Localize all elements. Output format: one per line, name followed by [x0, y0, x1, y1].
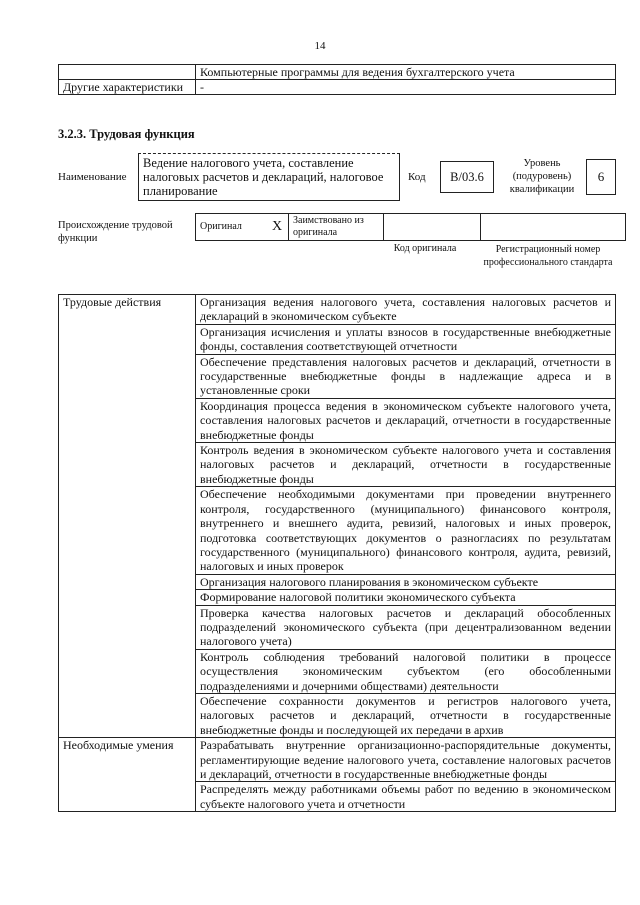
section-title: 3.2.3. Трудовая функция [58, 127, 195, 141]
reg-caption: Регистрационный номер профессионального стандарта [483, 244, 613, 268]
code-value: B/03.6 [440, 161, 494, 193]
function-details-table [58, 294, 616, 812]
labor-action-item: Организация налогового планирования в экономическом субъекте [196, 574, 616, 589]
name-label: Наименование [58, 171, 127, 183]
table-row [59, 487, 616, 574]
labor-action-item: Формирование налоговой политики экономического субъекта [196, 590, 616, 605]
origin-label: Происхождение трудовой функции [58, 220, 173, 244]
table-row [59, 590, 616, 605]
labor-action-item: Контроль ведения в экономическом субъекте налогового учета и составления налоговых расчетов и деклараций, отчетности в государственные внебюджетные фонды [196, 443, 616, 487]
table-row [59, 398, 616, 442]
original-mark: X [266, 214, 289, 241]
table-row [59, 782, 616, 812]
original-code-cell [384, 214, 481, 241]
table-row [59, 443, 616, 487]
code-label: Код [408, 171, 426, 183]
labor-action-item: Координация процесса ведения в экономическом субъекте налогового учета, составления налоговых расчетов и деклараций, отчетности в государственные внебюджетные фонды [196, 398, 616, 442]
labor-action-item: Контроль соблюдения требований налоговой политики в процессе осуществления экономическим субъектом (его обособленными подразделениями и дочерними обществами) деятельности [196, 649, 616, 693]
labor-action-item: Обеспечение необходимыми документами при проведении внутреннего контроля, государственного (муниципального) финансового контроля, внутреннего и внешнего аудита, ревизий, налоговых и иных проверок, подготовка соответствующих документов о разногласиях по результатам государственного (муниципального) финансового контроля, аудита, ревизий, налоговых и иных проверок [196, 487, 616, 574]
table-row [196, 214, 626, 241]
level-value: 6 [586, 159, 616, 195]
labor-action-item: Обеспечение сохранности документов и регистров налогового учета, налоговых расчетов и деклараций, отчетности в государственные внебюджетные фонды и последующей их передачи в архив [196, 693, 616, 737]
row-value: - [196, 80, 616, 95]
page-number: 14 [314, 40, 326, 52]
original-label: Оригинал [196, 214, 267, 241]
labor-action-item: Проверка качества налоговых расчетов и деклараций обособленных подразделений экономического субъекта (при децентрализованном ведении налогового учета) [196, 605, 616, 649]
table-row [59, 354, 616, 398]
table-row [59, 649, 616, 693]
origin-table [195, 213, 626, 241]
table-row [59, 605, 616, 649]
level-label: Уровень (подуровень) квалификации [509, 158, 575, 195]
table-row [59, 80, 616, 95]
table-row [59, 693, 616, 737]
reg-number-cell [481, 214, 626, 241]
table-row [59, 574, 616, 589]
table-row [59, 65, 616, 80]
name-value: Ведение налогового учета, составление налоговых расчетов и деклараций, налоговое планирование [138, 153, 400, 201]
row-value: Компьютерные программы для ведения бухгалтерского учета [196, 65, 616, 80]
row-label: Другие характеристики [59, 80, 196, 95]
code-caption: Код оригинала [393, 243, 457, 254]
borrowed-label: Заимствовано из оригинала [289, 214, 384, 241]
labor-actions-label: Трудовые действия [59, 295, 196, 325]
function-header [58, 153, 618, 201]
skill-item: Разрабатывать внутренние организационно-распорядительные документы, регламентирующие ведение налогового учета, составление налоговых расчетов и деклараций, отчетности в государственные внебюджетные фонды [196, 738, 616, 782]
row-label [59, 65, 196, 80]
skills-label: Необходимые умения [59, 738, 196, 782]
table-row [59, 295, 616, 325]
table-row [59, 738, 616, 782]
labor-action-item: Обеспечение представления налоговых расчетов и деклараций, отчетности в государственные внебюджетные фонды в надлежащие адреса и в установленные сроки [196, 354, 616, 398]
characteristics-table [58, 64, 616, 95]
labor-action-item: Организация ведения налогового учета, составления налоговых расчетов и деклараций в экономическом субъекте [196, 295, 616, 325]
labor-action-item: Организация исчисления и уплаты взносов в государственные внебюджетные фонды, составления соответствующей отчетности [196, 324, 616, 354]
table-row [59, 324, 616, 354]
skill-item: Распределять между работниками объемы работ по ведению в экономическом субъекте налогового учета и отчетности [196, 782, 616, 812]
